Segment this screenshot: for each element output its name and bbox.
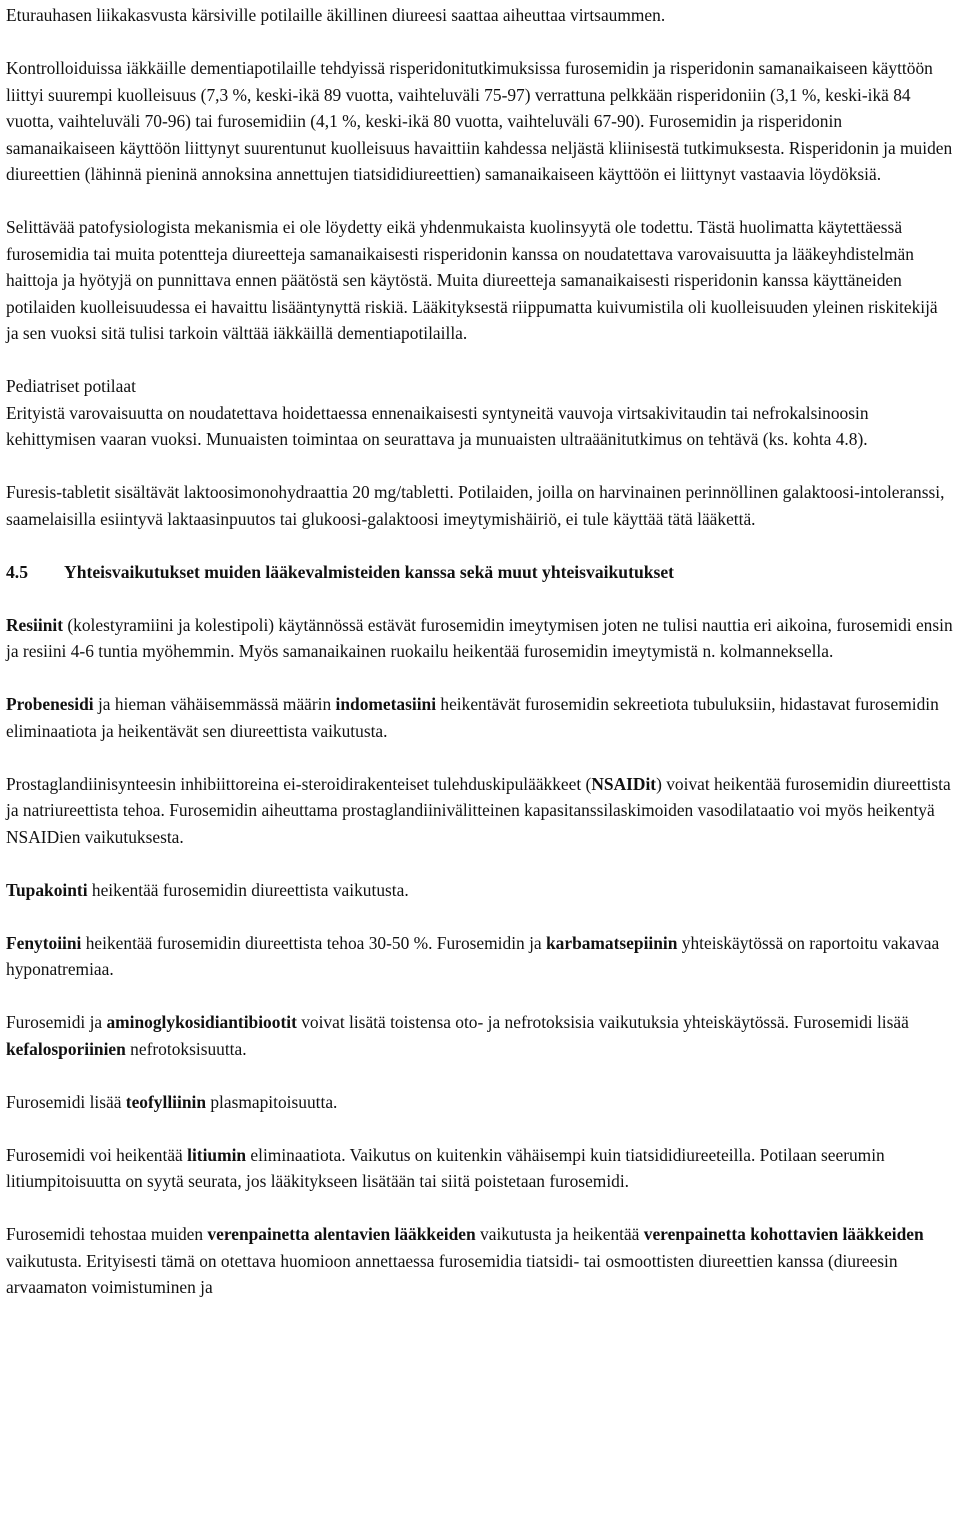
- paragraph-probenecid: [6, 691, 954, 744]
- term-fenytoiini: Fenytoiini: [6, 932, 82, 953]
- text-amino-rest: nefrotoksisuutta.: [125, 1038, 247, 1059]
- term-tupakointi: Tupakointi: [6, 879, 88, 900]
- paragraph-mechanism: Selittävää patofysiologista mekanismia ei ole löydetty eikä yhdenmukaista kuolinsyytä ole todettu. Tästä huolimatta käytettäessä furosemidia tai muita potentteja diureetteja samanaikaisesti risperidonin kanssa on noudatettava varovaisuutta ja lääkeyhdistelmän haittoja ja hyötyjä on punnittava ennen päätöstä sen käytöstä. Muita diureetteja samanaikaisesti risperidonin kanssa käyttäneiden potilaiden kuolleisuudessa ei havaittu lisääntynyttä riskiä. Lääkityksestä riippumatta kuivumistila oli kuolleisuuden yleinen riskitekijä ja sen vuoksi sitä tulisi tarkoin välttää iäkkäillä dementiapotilailla.: [6, 217, 938, 343]
- text-lit-pre: Furosemidi voi heikentää: [6, 1144, 188, 1165]
- term-verenpainetta-alentavien: verenpainetta alentavien lääkkeiden: [207, 1224, 476, 1244]
- term-nsaidit: NSAIDit: [591, 773, 657, 794]
- text-fenytoiini-rest: yhteiskäytössä on raportoitu vakavaa hyponatremiaa.: [6, 932, 940, 979]
- term-aminoglykosidiantibiootit: aminoglykosidiantibiootit: [106, 1012, 297, 1032]
- paragraph-nsaid: [6, 771, 954, 851]
- subheading-pediatric: Pediatriset potilaat: [6, 376, 136, 396]
- term-karbamatsepiini: karbamatsepiinin: [545, 932, 678, 953]
- paragraph-prostate: Eturauhasen liikakasvusta kärsiville potilaille äkillinen diureesi saattaa aiheuttaa virtsaummen.: [6, 5, 666, 25]
- paragraph-resins: [6, 612, 954, 665]
- section-title: Yhteisvaikutukset muiden lääkevalmisteiden kanssa sekä muut yhteisvaikutukset: [64, 561, 675, 582]
- text-amino-pre: Furosemidi ja: [6, 1012, 107, 1032]
- term-probenesidi: Probenesidi: [6, 694, 94, 714]
- paragraph-theophylline: [6, 1089, 954, 1116]
- term-verenpainetta-kohottavien: verenpainetta kohottavien lääkkeiden: [643, 1224, 924, 1244]
- section-number: 4.5: [6, 561, 28, 582]
- term-resiinit: Resiinit: [6, 614, 64, 635]
- text-vp-mid: vaikutusta ja heikentää: [475, 1224, 644, 1244]
- text-fenytoiini-mid: heikentää furosemidin diureettista tehoa 30-50 %. Furosemidin ja: [81, 932, 546, 953]
- text-teof-rest: plasmapitoisuutta.: [206, 1091, 338, 1112]
- paragraph-aminoglycosides: [6, 1009, 954, 1062]
- text-amino-mid: voivat lisätä toistensa oto- ja nefrotoksisia vaikutuksia yhteiskäytössä. Furosemidi lisää: [296, 1012, 909, 1032]
- text-probenesidi-mid: ja hieman vähäisemmässä määrin: [93, 694, 336, 714]
- text-vp-pre: Furosemidi tehostaa muiden: [6, 1224, 208, 1244]
- text-resiinit: (kolestyramiini ja kolestipoli) käytännössä estävät furosemidin imeytymisen joten ne tulisi nauttia eri aikoina, furosemidi ensin ja resiini 4-6 tuntia myöhemmin. Myös samanaikainen ruokailu heikentää furosemidin imeytymistä n. kolmanneksella.: [6, 614, 953, 661]
- text-nsaid-rest: ) voivat heikentää furosemidin diureettista ja natriureettista tehoa. Furosemidin aiheuttama prostaglandiinivälitteinen kapasitanssilaskimoiden vasodilataatio voi myös heikentyä NSAIDien vaikutuksesta.: [6, 773, 951, 847]
- paragraph-pediatric: Erityistä varovaisuutta on noudatettava hoidettaessa ennenaikaisesti syntyneitä vauvoja virtsakivitaudin tai nefrokalsinoosin kehittymisen vaaran vuoksi. Munuaisten toimintaa on seurattava ja munuaisten ultraäänitutkimus on tehtävä (ks. kohta 4.8).: [6, 402, 869, 449]
- text-lit-rest: eliminaatiota. Vaikutus on kuitenkin vähäisempi kuin tiatsididiureeteilla. Potilaan seerumin litiumpitoisuutta on syytä seurata, jos lääkitykseen lisätään tai siitä poistetaan furosemidi.: [6, 1144, 885, 1191]
- text-tupakointi: heikentää furosemidin diureettista vaikutusta.: [87, 879, 409, 900]
- paragraph-risperidone-studies: Kontrolloiduissa iäkkäille dementiapotilaille tehdyissä risperidonitutkimuksissa furosemidin ja risperidonin samanaikaiseen käyttöön liittyi suurempi kuolleisuus (7,3 %, keski-ikä 89 vuotta, vaihteluväli 75-97) verrattuna pelkkään risperidoniin (3,1 %, keski-ikä 84 vuotta, vaihteluväli 70-96) tai furosemidiin (4,1 %, keski-ikä 80 vuotta, vaihteluväli 67-90). Furosemidin ja risperidonin samanaikaiseen käyttöön liittynyt suurentunut kuolleisuus havaittiin kahdessa neljästä kliinisestä tutkimuksesta. Risperidonin ja muiden diureettien (lähinnä pieninä annoksina annettujen tiatsididiureettien) samanaikaiseen käyttöön ei liittynyt vastaavia löydöksiä.: [6, 58, 953, 184]
- term-litiumin: litiumin: [187, 1144, 247, 1165]
- term-indometasiini: indometasiini: [335, 694, 437, 714]
- paragraph-lactose: Furesis-tabletit sisältävät laktoosimonohydraattia 20 mg/tabletti. Potilaiden, joilla on harvinainen perinnöllinen galaktoosi-intoleranssi, saamelaisilla esiintyvä laktaasinpuutos tai glukoosi-galaktoosi imeytymishäiriö, ei tule käyttää tätä lääkettä.: [6, 482, 945, 529]
- paragraph-smoking: [6, 877, 954, 904]
- text-teof-pre: Furosemidi lisää: [6, 1091, 126, 1112]
- text-nsaid-pre: Prostaglandiinisynteesin inhibiittoreina ei-steroidirakenteiset tulehduskipulääkkeet (: [6, 773, 592, 794]
- text-vp-rest: vaikutusta. Erityisesti tämä on otettava huomioon annettaessa furosemidia tiatsidi- tai osmoottisten diureettien kanssa (diureesin arvaamaton voimistuminen ja: [6, 1250, 898, 1297]
- paragraph-blood-pressure: [6, 1221, 954, 1301]
- paragraph-lithium: [6, 1142, 954, 1195]
- term-kefalosporiinien: kefalosporiinien: [6, 1038, 126, 1059]
- paragraph-phenytoin: [6, 930, 954, 983]
- section-heading-4-5: [6, 559, 954, 586]
- term-teofylliinin: teofylliinin: [125, 1091, 206, 1112]
- text-probenesidi-rest: heikentävät furosemidin sekreetiota tubuluksiin, hidastavat furosemidin eliminaatiota ja heikentävät sen diureettista vaikutusta.: [6, 694, 939, 741]
